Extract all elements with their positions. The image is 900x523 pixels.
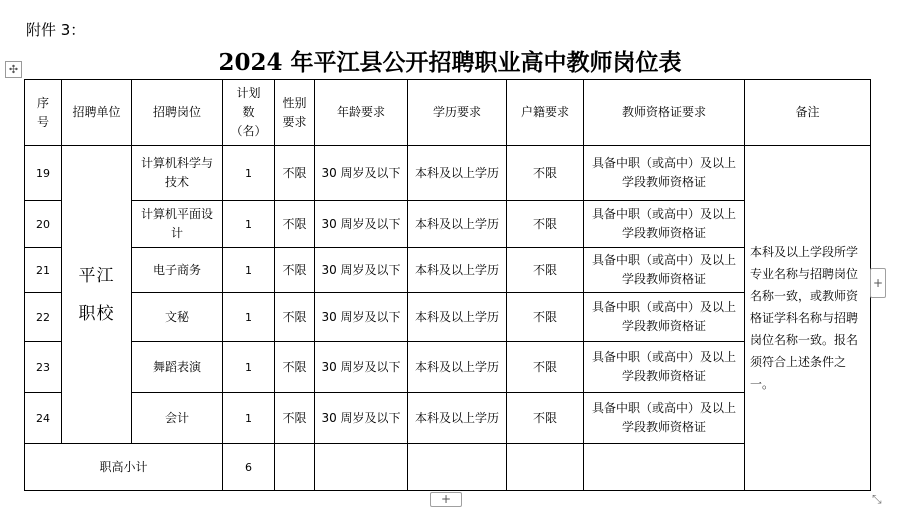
row-position: 会计 [132, 393, 223, 444]
row-position: 计算机科学与 技术 [132, 146, 223, 201]
header-cert: 教师资格证要求 [584, 80, 745, 146]
table-row [25, 201, 871, 248]
row-education: 本科及以上学历 [408, 146, 507, 201]
header-seq: 序 号 [25, 80, 62, 146]
row-age: 30 周岁及以下 [315, 342, 408, 393]
row-plan: 1 [223, 342, 275, 393]
add-column-icon[interactable]: + [870, 268, 886, 298]
row-seq: 23 [25, 342, 62, 393]
row-cert: 具备中职（或高中）及以上 学段教师资格证 [584, 201, 745, 248]
attachment-label: 附件 3： [26, 21, 86, 39]
empty-cell [408, 444, 507, 491]
row-plan: 1 [223, 293, 275, 342]
remark-cell: 本科及以上学段所学 专业名称与招聘岗位 名称一致，或教师资 格证学科名称与招聘 岗位名称一致。报名 须符合上述条件之 一。 [745, 146, 871, 491]
row-household: 不限 [507, 248, 584, 293]
row-household: 不限 [507, 342, 584, 393]
row-cert: 具备中职（或高中）及以上 学段教师资格证 [584, 248, 745, 293]
table-row [25, 146, 871, 201]
header-household: 户籍要求 [507, 80, 584, 146]
row-gender: 不限 [275, 248, 315, 293]
subtotal-row [25, 444, 871, 491]
row-plan: 1 [223, 248, 275, 293]
header-age: 年龄要求 [315, 80, 408, 146]
row-plan: 1 [223, 146, 275, 201]
row-household: 不限 [507, 146, 584, 201]
row-education: 本科及以上学历 [408, 342, 507, 393]
row-age: 30 周岁及以下 [315, 293, 408, 342]
row-seq: 24 [25, 393, 62, 444]
header-education: 学历要求 [408, 80, 507, 146]
header-position: 招聘岗位 [132, 80, 223, 146]
row-gender: 不限 [275, 342, 315, 393]
row-seq: 19 [25, 146, 62, 201]
subtotal-label: 职高小计 [25, 444, 223, 491]
row-education: 本科及以上学历 [408, 201, 507, 248]
row-cert: 具备中职（或高中）及以上 学段教师资格证 [584, 146, 745, 201]
row-household: 不限 [507, 393, 584, 444]
row-seq: 22 [25, 293, 62, 342]
row-plan: 1 [223, 201, 275, 248]
document-title: 2024 年平江县公开招聘职业高中教师岗位表 [218, 49, 682, 76]
row-seq: 21 [25, 248, 62, 293]
table-row [25, 293, 871, 342]
row-education: 本科及以上学历 [408, 293, 507, 342]
header-remark: 备注 [745, 80, 871, 146]
header-gender: 性别 要求 [275, 80, 315, 146]
row-education: 本科及以上学历 [408, 393, 507, 444]
row-cert: 具备中职（或高中）及以上 学段教师资格证 [584, 293, 745, 342]
row-position: 计算机平面设 计 [132, 201, 223, 248]
row-cert: 具备中职（或高中）及以上 学段教师资格证 [584, 342, 745, 393]
row-gender: 不限 [275, 146, 315, 201]
empty-cell [584, 444, 745, 491]
row-age: 30 周岁及以下 [315, 393, 408, 444]
row-position: 电子商务 [132, 248, 223, 293]
row-cert: 具备中职（或高中）及以上 学段教师资格证 [584, 393, 745, 444]
header-unit: 招聘单位 [62, 80, 132, 146]
row-position: 舞蹈表演 [132, 342, 223, 393]
header-row [25, 80, 871, 146]
empty-cell [507, 444, 584, 491]
row-plan: 1 [223, 393, 275, 444]
row-seq: 20 [25, 201, 62, 248]
empty-cell [275, 444, 315, 491]
positions-table [24, 79, 871, 491]
row-household: 不限 [507, 201, 584, 248]
table-row [25, 248, 871, 293]
add-row-icon[interactable]: + [430, 492, 462, 507]
table-move-icon[interactable]: ✣ [5, 61, 22, 78]
row-age: 30 周岁及以下 [315, 201, 408, 248]
row-gender: 不限 [275, 293, 315, 342]
row-position: 文秘 [132, 293, 223, 342]
row-gender: 不限 [275, 201, 315, 248]
subtotal-value: 6 [223, 444, 275, 491]
resize-icon[interactable]: ⤡ [872, 492, 882, 506]
row-age: 30 周岁及以下 [315, 248, 408, 293]
empty-cell [315, 444, 408, 491]
row-household: 不限 [507, 293, 584, 342]
table-row [25, 393, 871, 444]
row-age: 30 周岁及以下 [315, 146, 408, 201]
recruiting-unit: 平江 职校 [62, 146, 132, 444]
row-gender: 不限 [275, 393, 315, 444]
header-plan: 计划 数 （名） [223, 80, 275, 146]
table-row [25, 342, 871, 393]
row-education: 本科及以上学历 [408, 248, 507, 293]
